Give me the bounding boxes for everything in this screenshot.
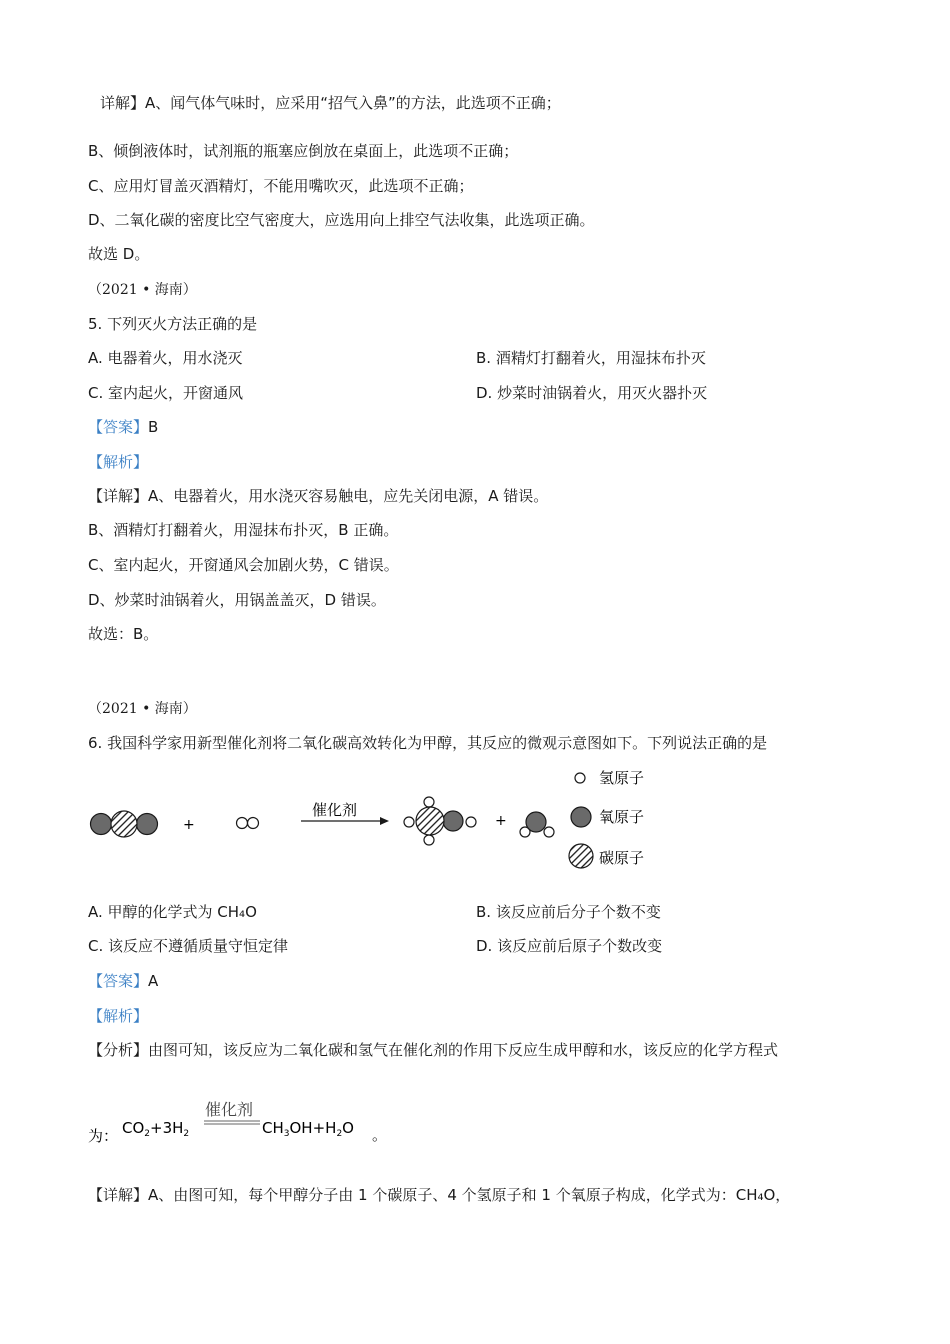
chemical-equation (88, 1096, 508, 1146)
oxygen-atom-icon (571, 807, 591, 827)
q6-stem: 6. 我国科学家用新型催化剂将二氧化碳高效转化为甲醇，其反应的微观示意图如下。下列说法正确的是 (88, 734, 768, 752)
q5-detail-line2: B、酒精灯打翻着火，用湿抹布扑灭，B 正确。 (88, 521, 399, 539)
q6-option-d: D. 该反应前后原子个数改变 (476, 937, 663, 955)
q5-option-d: D. 炒菜时油锅着火，用灭火器扑灭 (476, 384, 708, 402)
carbon-atom-icon (569, 844, 593, 868)
water-molecule (520, 812, 554, 837)
q6-answer-value: A (148, 972, 159, 990)
equation-products: $CH_3OH+H_2O$ (262, 1119, 354, 1139)
methanol-molecule (404, 797, 476, 845)
q6-option-b: B. 该反应前后分子个数不变 (476, 903, 661, 921)
q6-answer-label: 【答案】 (88, 972, 149, 990)
q5-option-c: C. 室内起火，开窗通风 (88, 384, 244, 402)
q5-answer-label: 【答案】 (88, 418, 149, 436)
prev-detail-line2: B、倾倒液体时，试剂瓶的瓶塞应倒放在桌面上，此选项不正确； (88, 142, 519, 160)
hydrogen-atom-icon (575, 773, 585, 783)
q5-stem: 5. 下列灭火方法正确的是 (88, 315, 258, 333)
q6-analysis-label: 【解析】 (88, 1007, 149, 1025)
q5-detail-line1: 【详解】A、电器着火，用水浇灭容易触电，应先关闭电源，A 错误。 (88, 487, 549, 505)
prev-detail-line4: D、二氧化碳的密度比空气密度大，应选用向上排空气法收集，此选项正确。 (88, 211, 595, 229)
prev-detail-line3: C、应用灯冒盖灭酒精灯，不能用嘴吹灭，此选项不正确； (88, 177, 474, 195)
legend-hydrogen: 氢原子 (599, 769, 645, 787)
q5-conclusion: 故选：B。 (88, 625, 159, 643)
equation-reactants: $CO_2+3H_2$ (122, 1119, 190, 1139)
equation-end: 。 (372, 1126, 388, 1144)
legend (569, 769, 644, 868)
q5-option-a: A. 电器着火，用水浇灭 (88, 349, 243, 367)
q6-analysis-text: 【分析】由图可知，该反应为二氧化碳和氢气在催化剂的作用下反应生成甲醇和水，该反应的化学方程式 (88, 1041, 779, 1059)
q5-answer (88, 417, 158, 437)
legend-oxygen: 氧原子 (599, 808, 645, 826)
q5-detail-line4: D、炒菜时油锅着火，用锅盖盖灭，D 错误。 (88, 591, 386, 609)
legend-carbon: 碳原子 (599, 849, 645, 867)
q6-source: （2021 • 海南） (88, 701, 197, 717)
co2-molecule (91, 811, 158, 837)
q5-detail-line3: C、室内起火，开窗通风会加剧火势，C 错误。 (88, 556, 399, 574)
q5-source: （2021 • 海南） (88, 282, 197, 298)
prev-conclusion: 故选 D。 (88, 245, 150, 263)
q5-answer-value: B (148, 418, 159, 436)
q6-detail-line1: 【详解】A、由图可知，每个甲醇分子由 1 个碳原子、4 个氢原子和 1 个氧原子构成，化学式为：CH₄O， (88, 1186, 791, 1204)
equation-catalyst: 催化剂 (205, 1100, 254, 1119)
plus-sign-1: + (183, 817, 195, 833)
q6-option-a: A. 甲醇的化学式为 CH₄O (88, 903, 257, 921)
catalyst-label: 催化剂 (312, 801, 358, 819)
q5-option-b: B. 酒精灯打翻着火，用湿抹布扑灭 (476, 349, 706, 367)
q6-answer (88, 971, 158, 991)
prev-detail-line1: 详解】A、闻气体气味时，应采用“招气入鼻”的方法，此选项不正确； (100, 94, 561, 112)
reaction-diagram (80, 760, 680, 880)
q5-analysis-label: 【解析】 (88, 453, 149, 471)
co2-formula: CO (122, 1119, 145, 1137)
plus-sign-2: + (495, 813, 507, 829)
equation-prefix: 为： (88, 1127, 119, 1145)
q6-option-c: C. 该反应不遵循质量守恒定律 (88, 937, 289, 955)
h2-molecule (237, 818, 259, 829)
